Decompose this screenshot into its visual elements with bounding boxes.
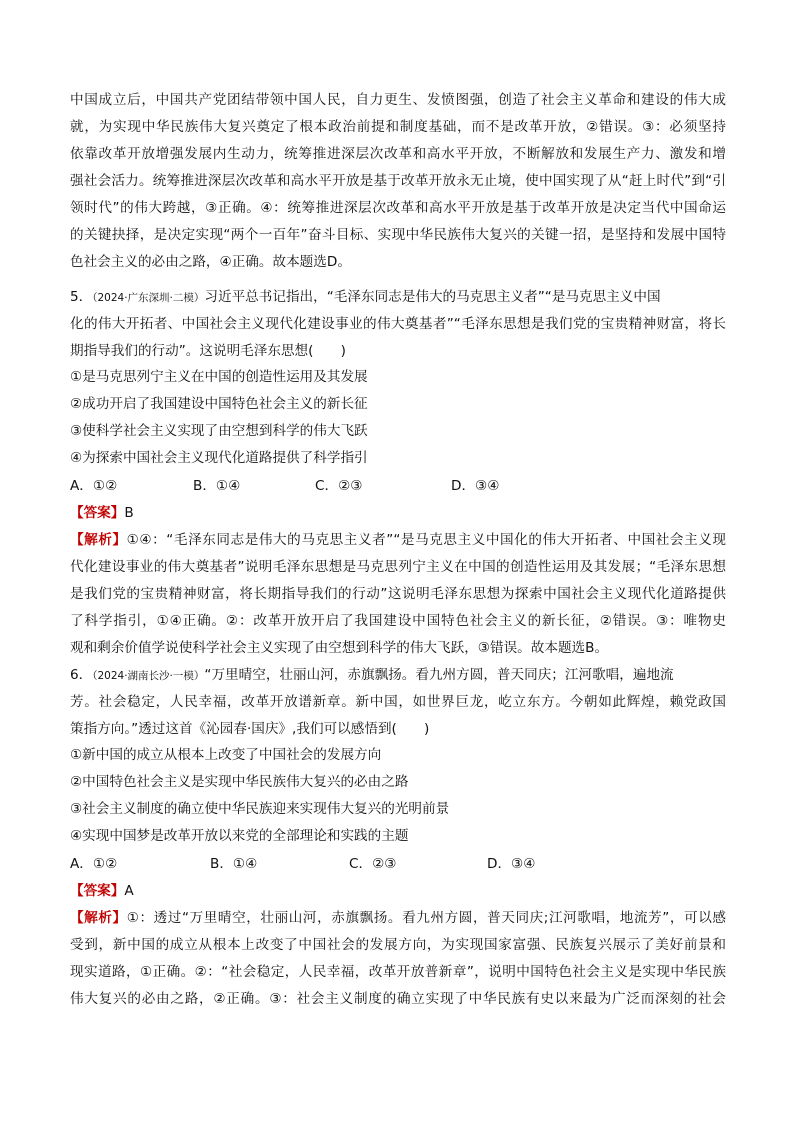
explanation-line: 代化建设事业的伟大奠基者”说明毛泽东思想是马克思列宁主义在中国的创造性运用及其发展；“毛泽东思想 [70, 559, 726, 575]
statement-item: ②中国特色社会主义是实现中华民族伟大复兴的必由之路 [70, 774, 409, 790]
text-line: 色社会主义的必由之路，④正确。故本题选D。 [70, 254, 351, 270]
explanation-line: 受到，新中国的成立从根本上改变了中国社会的发展方向，为实现国家富强、民族复兴展示了美好前景和 [70, 937, 726, 953]
option-d: D．③④ [487, 856, 536, 872]
answer-label: 【答案】 [70, 883, 125, 899]
option-b: B．①④ [193, 478, 241, 494]
explanation-text: ①：透过“万里晴空，壮丽山河，赤旗飘扬。看九州方圆，普天同庆;江河歌唱，地流芳”，可以感 [126, 910, 727, 926]
explanation-line: 现实道路，①正确。②：“社会稳定，人民幸福，改革开放普新章”，说明中国特色社会主义是实现中华民族 [70, 964, 726, 980]
statement-item: ③使科学社会主义实现了由空想到科学的伟大飞跃 [70, 423, 368, 439]
question-number: 6． [70, 667, 93, 683]
explanation-label: 【解析】 [70, 532, 127, 548]
option-c: C．②③ [315, 478, 363, 494]
question-stem-line: 策指方向。”透过这首《沁园春·国庆》,我们可以感悟到( ) [70, 721, 430, 737]
text-line: 依靠改革开放增强发展内生动力，统筹推进深层次改革和高水平开放，不断解放和发展生产力、激发和增 [70, 146, 726, 162]
question-source: （2024·广东深圳·二模） [92, 292, 205, 304]
answer-line [70, 882, 134, 900]
question-stem-text: 习近平总书记指出，“毛泽东同志是伟大的马克思主义者”“是马克思主义中国 [204, 289, 661, 305]
option-d: D．③④ [451, 478, 500, 494]
statement-item: ①是马克思列宁主义在中国的创造性运用及其发展 [70, 369, 368, 385]
question-number: 5． [70, 289, 93, 305]
question-stem-line: 期指导我们的行动”。这说明毛泽东思想( ) [70, 343, 346, 359]
statement-item: ④实现中国梦是改革开放以来党的全部理论和实践的主题 [70, 828, 409, 844]
option-a: A．①② [70, 856, 118, 872]
question-stem-line: 化的伟大开拓者、中国社会主义现代化建设事业的伟大奠基者”“毛泽东思想是我们党的宝贵精神财富，将长 [70, 316, 726, 332]
statement-item: ②成功开启了我国建设中国特色社会主义的新长征 [70, 396, 368, 412]
text-line: 强社会活力。统筹推进深层次改革和高水平开放是基于改革开放永无止境，使中国实现了从“赶上时代”到“引 [70, 173, 726, 189]
question-source: （2024·湖南长沙·一模） [92, 670, 205, 682]
statement-item: ④为探索中国社会主义现代化道路提供了科学指引 [70, 450, 368, 466]
question-stem-line: 芳。社会稳定，人民幸福，改革开放谱新章。新中国，如世界巨龙，屹立东方。今朝如此辉煌，赖党政国 [70, 694, 726, 710]
explanation-line: 伟大复兴的必由之路，②正确。③：社会主义制度的确立实现了中华民族有史以来最为广泛而深刻的社会 [70, 991, 726, 1007]
statement-item: ③社会主义制度的确立使中华民族迎来实现伟大复兴的光明前景 [70, 801, 450, 817]
answer-label: 【答案】 [70, 505, 125, 521]
explanation-label: 【解析】 [70, 910, 127, 926]
option-c: C．②③ [349, 856, 397, 872]
explanation-first-line [70, 909, 726, 927]
explanation-line: 是我们党的宝贵精神财富，将长期指导我们的行动”这说明毛泽东思想为探索中国社会主义现代化道路提供 [70, 586, 726, 602]
text-line: 中国成立后，中国共产党团结带领中国人民，自力更生、发愤图强，创造了社会主义革命和建设的伟大成 [70, 92, 726, 108]
explanation-line: 观和剩余价值学说使科学社会主义实现了由空想到科学的伟大飞跃，③错误。故本题选B。 [70, 640, 609, 656]
answer-line [70, 504, 134, 522]
option-a: A．①② [70, 478, 118, 494]
explanation-text: ①④：“毛泽东同志是伟大的马克思主义者”“是马克思主义中国化的伟大开拓者、中国社会主义现 [126, 532, 727, 548]
question-stem-first-line [70, 666, 674, 684]
text-line: 领时代”的伟大跨越，③正确。④：统筹推进深层次改革和高水平开放是基于改革开放是决定当代中国命运 [70, 200, 726, 216]
question-stem-first-line [70, 288, 661, 306]
explanation-line: 了科学指引，①④正确。②：改革开放开启了我国建设中国特色社会主义的新长征，②错误。③：唯物史 [70, 613, 726, 629]
answer-value: A [124, 883, 134, 899]
option-b: B．①④ [210, 856, 258, 872]
text-line: 的关键抉择，是决定实现“两个一百年”奋斗目标、实现中华民族伟大复兴的关键一招，是坚持和发展中国特 [70, 227, 726, 243]
text-line: 就，为实现中华民族伟大复兴奠定了根本政治前提和制度基础，而不是改革开放，②错误。③：必须坚持 [70, 119, 726, 135]
statement-item: ①新中国的成立从根本上改变了中国社会的发展方向 [70, 747, 382, 763]
explanation-first-line [70, 531, 726, 549]
answer-value: B [124, 505, 134, 521]
question-stem-text: “万里晴空，壮丽山河，赤旗飘扬。看九州方圆，普天同庆；江河歌唱，遍地流 [204, 667, 674, 683]
